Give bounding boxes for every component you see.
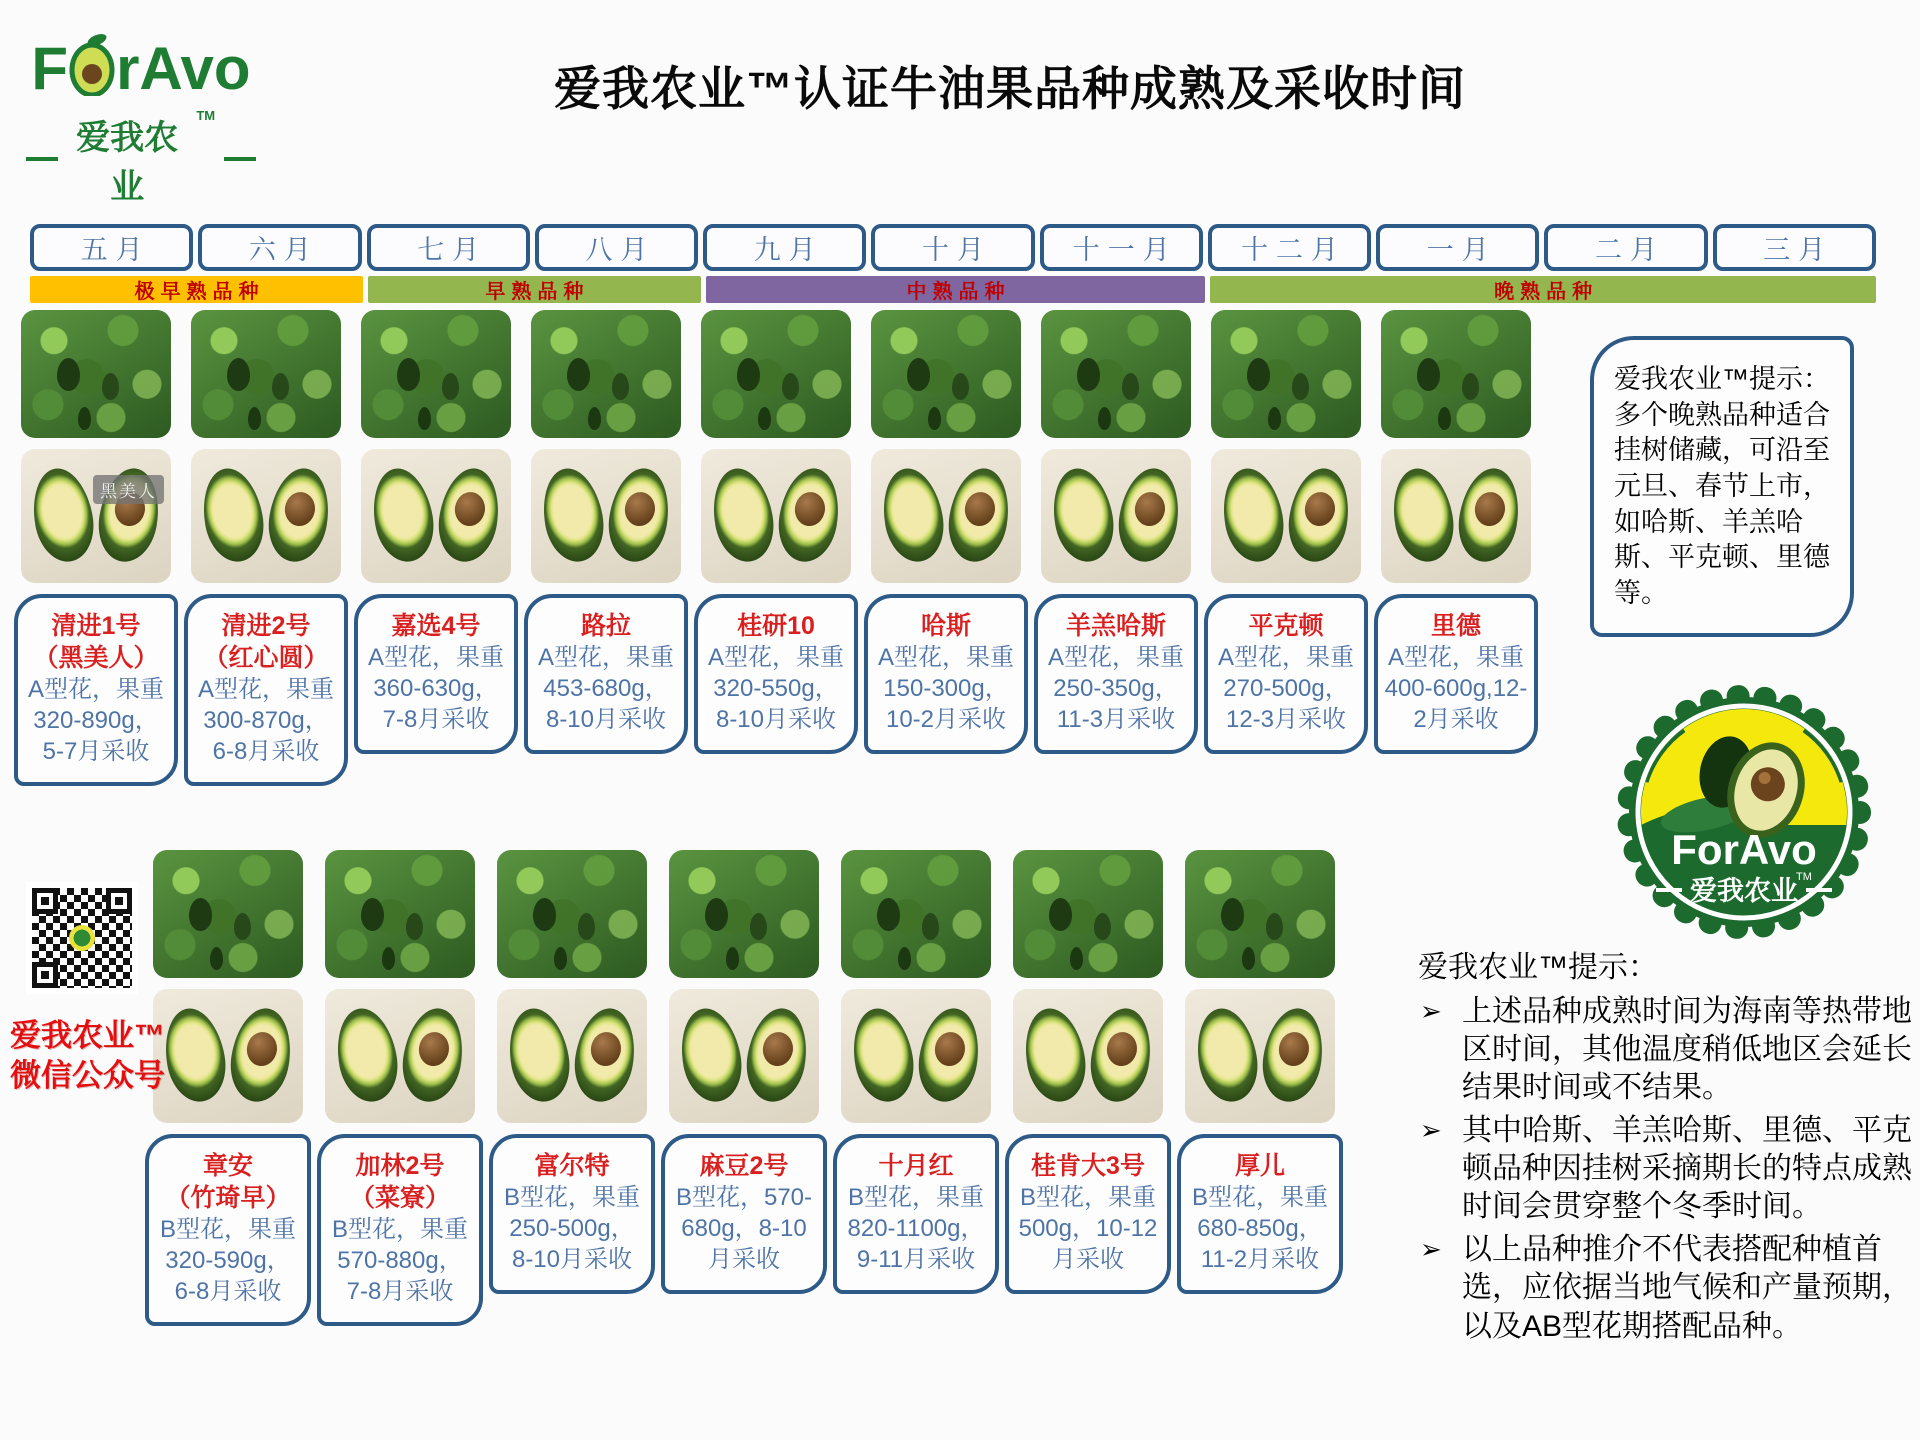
tip-item: [1418, 1231, 1916, 1346]
tree-photo: [1185, 850, 1335, 978]
avocado-half-pit-icon: [397, 1004, 469, 1106]
fruit-photo: [1381, 449, 1531, 583]
variety-desc: B型花，果重320-590g，6-8月采收: [159, 1216, 296, 1306]
late-variety-note: [1590, 336, 1854, 637]
fruit-photo: [21, 449, 171, 583]
variety-name: 平克顿: [1248, 612, 1324, 640]
variety-card: [1005, 1134, 1171, 1294]
variety-name: 厚儿: [1234, 1152, 1285, 1180]
variety-column: [1034, 310, 1198, 754]
badge-brand: ForAvo: [1671, 826, 1817, 873]
fruit-photo: [871, 449, 1021, 583]
variety-card: [694, 594, 858, 754]
tips-list: [1418, 993, 1916, 1347]
variety-card: [184, 594, 348, 786]
qr-caption: [10, 1016, 190, 1097]
variety-desc: B型花，果重500g，10-12月采收: [1018, 1184, 1158, 1274]
foravo-logo: [26, 32, 256, 208]
note-body: 多个晚熟品种适合挂树储藏，可沿至元旦、春节上市，如哈斯、羊羔哈斯、平克顿、里德等。: [1614, 399, 1830, 608]
variety-column: [661, 850, 827, 1294]
variety-desc: A型花，果重453-680g，8-10月采收: [537, 644, 674, 734]
variety-card: [524, 594, 688, 754]
month-cell: 六月: [198, 224, 361, 271]
avocado-half-icon: [366, 464, 439, 567]
variety-card: [317, 1134, 483, 1326]
qr-finder-icon: [32, 962, 58, 988]
variety-card: [489, 1134, 655, 1294]
tree-photo: [21, 310, 171, 438]
variety-column: [1374, 310, 1538, 754]
variety-card: [661, 1134, 827, 1294]
variety-card: [1177, 1134, 1343, 1294]
avocado-half-pit-icon: [773, 464, 845, 566]
arrow-bullet-icon: ➢: [1420, 1114, 1442, 1145]
arrow-bullet-icon: ➢: [1420, 1233, 1442, 1264]
variety-card: [833, 1134, 999, 1294]
avocado-half-pit-icon: [1113, 464, 1185, 566]
avocado-half-pit-icon: [1085, 1004, 1157, 1106]
badge-name-cn: 爱我农业: [1690, 876, 1798, 906]
avocado-half-pit-icon: [1257, 1004, 1329, 1106]
avocado-half-icon: [26, 464, 99, 567]
tree-photo: [871, 310, 1021, 438]
variety-name: 富尔特: [534, 1152, 610, 1180]
month-cell: 八月: [535, 224, 698, 271]
tree-photo: [361, 310, 511, 438]
variety-name: 哈斯: [920, 612, 971, 640]
badge-tm: TM: [1796, 871, 1812, 883]
tree-photo: [1013, 850, 1163, 978]
variety-column: [833, 850, 999, 1294]
tips-title: 爱我农业™提示：: [1418, 951, 1658, 984]
fruit-photo: [497, 989, 647, 1123]
month-cell: 十月: [871, 224, 1034, 271]
avocado-half-pit-icon: [433, 464, 505, 566]
variety-desc: B型花，果重250-500g，8-10月采收: [503, 1184, 640, 1274]
qr-pattern: [32, 888, 132, 988]
fruit-photo: [361, 449, 511, 583]
month-cell: 一月: [1376, 224, 1539, 271]
avocado-half-icon: [1190, 1004, 1263, 1107]
qr-caption-line1: 爱我农业™: [10, 1018, 165, 1053]
tree-photo: [701, 310, 851, 438]
avocado-half-icon: [1216, 464, 1289, 567]
arrow-bullet-icon: ➢: [1420, 995, 1442, 1026]
avocado-half-pit-icon: [225, 1004, 297, 1106]
avocado-icon: [69, 32, 115, 106]
avocado-half-icon: [330, 1004, 403, 1107]
tree-photo: [153, 850, 303, 978]
variety-card: [1374, 594, 1538, 754]
avocado-half-icon: [1018, 1004, 1091, 1107]
variety-card: [1204, 594, 1368, 754]
variety-card: [145, 1134, 311, 1326]
logo-dash-left: [26, 157, 58, 161]
variety-card: [14, 594, 178, 786]
season-bar: 极早熟品种: [30, 276, 363, 303]
fruit-photo: [191, 449, 341, 583]
variety-alias: （菜寮）: [349, 1184, 450, 1212]
logo-dash-right: [224, 157, 256, 161]
avocado-half-pit-icon: [603, 464, 675, 566]
tree-photo: [841, 850, 991, 978]
month-cell: 十一月: [1040, 224, 1203, 271]
avocado-half-icon: [706, 464, 779, 567]
avocado-half-icon: [674, 1004, 747, 1107]
variety-alias: （红心圆）: [203, 644, 329, 672]
avocado-half-icon: [536, 464, 609, 567]
photo-label: 黑美人: [93, 475, 164, 504]
variety-desc: A型花，果重270-500g，12-3月采收: [1217, 644, 1354, 734]
tree-photo: [1381, 310, 1531, 438]
avocado-half-pit-icon: [741, 1004, 813, 1106]
season-bar: 中熟品种: [706, 276, 1205, 303]
tree-photo: [1211, 310, 1361, 438]
variety-name: 里德: [1430, 612, 1481, 640]
note-intro: 爱我农业™提示：: [1614, 364, 1830, 394]
fruit-photo: [325, 989, 475, 1123]
variety-name: 十月红: [878, 1152, 954, 1180]
variety-column: [184, 310, 348, 786]
variety-group-a: [14, 310, 1538, 786]
tree-photo: [191, 310, 341, 438]
tree-photo: [325, 850, 475, 978]
avocado-half-icon: [196, 464, 269, 567]
qr-caption-line2: 微信公众号: [10, 1058, 165, 1094]
tip-item: [1418, 1112, 1916, 1227]
month-cell: 十二月: [1208, 224, 1371, 271]
variety-desc: A型花，果重300-870g，6-8月采收: [197, 676, 334, 766]
variety-alias: （竹琦早）: [165, 1184, 291, 1212]
variety-column: [694, 310, 858, 754]
avocado-half-pit-icon: [1453, 464, 1525, 566]
fruit-photo: [669, 989, 819, 1123]
avocado-half-pit-icon: [943, 464, 1015, 566]
qr-finder-icon: [106, 888, 132, 914]
variety-name: 清进1号: [51, 612, 141, 640]
variety-column: [14, 310, 178, 786]
page-title: 爱我农业™认证牛油果品种成熟及采收时间: [554, 62, 1466, 115]
variety-column: [1005, 850, 1171, 1294]
tip-item: [1418, 993, 1916, 1108]
qr-finder-icon: [32, 888, 58, 914]
avocado-half-icon: [502, 1004, 575, 1107]
variety-desc: B型花，果重680-850g，11-2月采收: [1191, 1184, 1328, 1274]
tip-text: 其中哈斯、羊羔哈斯、里德、平克顿品种因挂树采摘期长的特点成熟时间会贯穿整个冬季时间。: [1462, 1113, 1912, 1224]
month-cell: 三月: [1713, 224, 1876, 271]
foravo-badge: [1612, 680, 1876, 949]
variety-column: [1177, 850, 1343, 1294]
variety-column: [1204, 310, 1368, 754]
fruit-photo: [1041, 449, 1191, 583]
fruit-photo: [1013, 989, 1163, 1123]
variety-desc: A型花，果重150-300g，10-2月采收: [877, 644, 1014, 734]
logo-name-cn: 爱我农业: [76, 119, 179, 206]
fruit-photo: [1211, 449, 1361, 583]
month-timeline: [30, 224, 1876, 271]
avocado-half-icon: [1046, 464, 1119, 567]
variety-column: [524, 310, 688, 754]
variety-name: 路拉: [580, 612, 631, 640]
variety-name: 麻豆2号: [699, 1152, 789, 1180]
variety-name: 加林2号: [355, 1152, 445, 1180]
variety-card: [1034, 594, 1198, 754]
variety-column: [864, 310, 1028, 754]
month-cell: 五月: [30, 224, 193, 271]
variety-desc: A型花，果重400-600g,12-2月采收: [1384, 644, 1528, 734]
avocado-half-pit-icon: [569, 1004, 641, 1106]
logo-text-f: F: [31, 35, 69, 102]
variety-desc: B型花，果重820-1100g，9-11月采收: [847, 1184, 985, 1274]
fruit-photo: [841, 989, 991, 1123]
tree-photo: [497, 850, 647, 978]
tip-text: 上述品种成熟时间为海南等热带地区时间，其他温度稍低地区会延长结果时间或不结果。: [1462, 994, 1912, 1105]
tree-photo: [1041, 310, 1191, 438]
tip-text: 以上品种推介不代表搭配种植首选，应依据当地气候和产量预期，以及AB型花期搭配品种。: [1462, 1232, 1912, 1343]
month-cell: 九月: [703, 224, 866, 271]
avocado-half-pit-icon: [263, 464, 335, 566]
variety-desc: B型花，果重570-880g，7-8月采收: [331, 1216, 468, 1306]
logo-tm: TM: [196, 108, 216, 123]
avocado-half-icon: [876, 464, 949, 567]
month-cell: 二月: [1544, 224, 1707, 271]
month-cell: 七月: [367, 224, 530, 271]
variety-desc: A型花，果重250-350g，11-3月采收: [1047, 644, 1184, 734]
fruit-photo: [531, 449, 681, 583]
variety-name: 桂肯大3号: [1031, 1152, 1145, 1180]
variety-desc: A型花，果重320-890g，5-7月采收: [27, 676, 164, 766]
variety-column: [354, 310, 518, 754]
variety-column: [489, 850, 655, 1294]
avocado-half-icon: [846, 1004, 919, 1107]
avocado-half-pit-icon: [1283, 464, 1355, 566]
variety-name: 嘉选4号: [391, 612, 481, 640]
avocado-half-icon: [1386, 464, 1459, 567]
variety-card: [864, 594, 1028, 754]
avocado-half-pit-icon: [913, 1004, 985, 1106]
season-bars: [30, 276, 1876, 303]
variety-alias: （黑美人）: [33, 644, 159, 672]
variety-desc: B型花，570-680g，8-10月采收: [675, 1184, 813, 1274]
logo-text-ravo: rAvo: [116, 35, 251, 102]
fruit-photo: [701, 449, 851, 583]
variety-name: 清进2号: [221, 612, 311, 640]
tree-photo: [669, 850, 819, 978]
season-bar: 晚熟品种: [1210, 276, 1876, 303]
variety-name: 羊羔哈斯: [1065, 612, 1166, 640]
variety-desc: A型花，果重360-630g，7-8月采收: [367, 644, 504, 734]
tree-photo: [531, 310, 681, 438]
variety-desc: A型花，果重320-550g，8-10月采收: [707, 644, 844, 734]
variety-card: [354, 594, 518, 754]
variety-group-b: [145, 850, 1343, 1326]
variety-name: 章安: [202, 1152, 253, 1180]
fruit-photo: [1185, 989, 1335, 1123]
variety-column: [317, 850, 483, 1326]
season-bar: 早熟品种: [368, 276, 701, 303]
variety-name: 桂研10: [737, 612, 815, 640]
wechat-qr-code: [26, 882, 138, 994]
tips-block: [1418, 948, 1916, 1346]
